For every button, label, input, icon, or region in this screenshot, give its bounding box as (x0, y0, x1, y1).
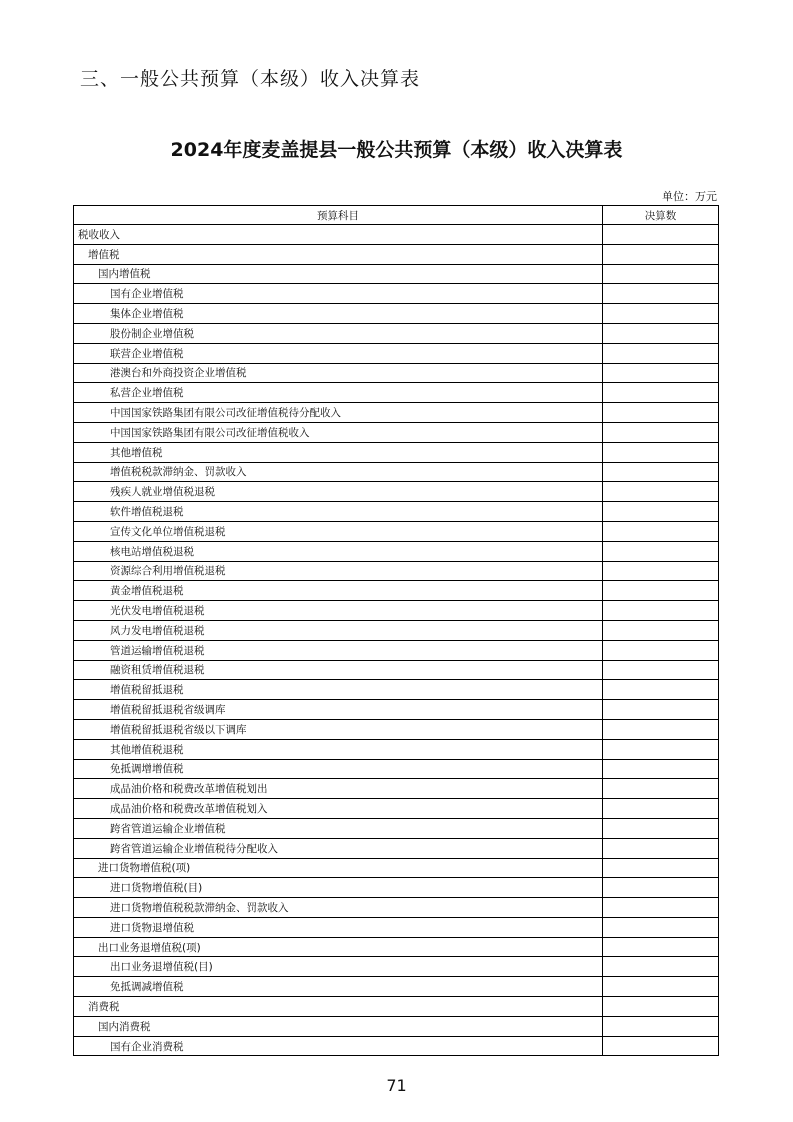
table-row (74, 957, 719, 977)
budget-subject-cell: 国内增值税 (74, 264, 603, 284)
budget-subject-cell: 中国国家铁路集团有限公司改征增值税收入 (74, 422, 603, 442)
final-amount-cell (603, 462, 719, 482)
budget-subject-cell: 增值税税款滞纳金、罚款收入 (74, 462, 603, 482)
final-amount-cell (603, 779, 719, 799)
table-row (74, 521, 719, 541)
document-title: 2024年度麦盖提县一般公共预算（本级）收入决算表 (170, 139, 623, 161)
final-amount-cell (603, 1016, 719, 1036)
table-row (74, 997, 719, 1017)
final-amount-cell (603, 323, 719, 343)
table-row (74, 917, 719, 937)
table-row (74, 1036, 719, 1056)
header-budget-subject: 预算科目 (74, 206, 603, 225)
budget-subject-cell: 其他增值税 (74, 442, 603, 462)
final-amount-cell (603, 878, 719, 898)
budget-subject-cell: 增值税 (74, 244, 603, 264)
final-amount-cell (603, 858, 719, 878)
final-amount-cell (603, 541, 719, 561)
final-amount-cell (603, 799, 719, 819)
table-header-row (74, 206, 719, 225)
table-body (74, 225, 719, 1056)
table-row (74, 225, 719, 245)
budget-subject-cell: 出口业务退增值税(项) (74, 937, 603, 957)
final-amount-cell (603, 977, 719, 997)
final-amount-cell (603, 700, 719, 720)
section-heading: 三、一般公共预算（本级）收入决算表 (80, 68, 421, 90)
budget-subject-cell: 残疾人就业增值税退税 (74, 482, 603, 502)
table-row (74, 601, 719, 621)
table-row (74, 403, 719, 423)
budget-subject-cell: 宣传文化单位增值税退税 (74, 521, 603, 541)
final-amount-cell (603, 284, 719, 304)
table-row (74, 700, 719, 720)
table-row (74, 462, 719, 482)
final-amount-cell (603, 383, 719, 403)
final-amount-cell (603, 640, 719, 660)
table-row (74, 977, 719, 997)
budget-subject-cell: 跨省管道运输企业增值税待分配收入 (74, 838, 603, 858)
final-amount-cell (603, 264, 719, 284)
table-row (74, 739, 719, 759)
final-amount-cell (603, 957, 719, 977)
final-amount-cell (603, 581, 719, 601)
final-amount-cell (603, 917, 719, 937)
budget-subject-cell: 融资租赁增值税退税 (74, 660, 603, 680)
budget-subject-cell: 管道运输增值税退税 (74, 640, 603, 660)
final-amount-cell (603, 1036, 719, 1056)
table-row (74, 482, 719, 502)
header-final-amount: 决算数 (603, 206, 719, 225)
final-amount-cell (603, 660, 719, 680)
budget-subject-cell: 成品油价格和税费改革增值税划出 (74, 779, 603, 799)
table-row (74, 759, 719, 779)
budget-subject-cell: 核电站增值税退税 (74, 541, 603, 561)
final-amount-cell (603, 502, 719, 522)
table-row (74, 620, 719, 640)
table-row (74, 284, 719, 304)
table-row (74, 244, 719, 264)
table-row (74, 581, 719, 601)
budget-subject-cell: 出口业务退增值税(目) (74, 957, 603, 977)
page-number: 71 (386, 1076, 407, 1095)
budget-subject-cell: 其他增值税退税 (74, 739, 603, 759)
budget-subject-cell: 风力发电增值税退税 (74, 620, 603, 640)
final-amount-cell (603, 759, 719, 779)
final-amount-cell (603, 719, 719, 739)
budget-subject-cell: 国内消费税 (74, 1016, 603, 1036)
final-amount-cell (603, 343, 719, 363)
budget-subject-cell: 税收收入 (74, 225, 603, 245)
table-row (74, 818, 719, 838)
final-amount-cell (603, 601, 719, 621)
budget-subject-cell: 私营企业增值税 (74, 383, 603, 403)
table-row (74, 799, 719, 819)
final-amount-cell (603, 403, 719, 423)
table-row (74, 660, 719, 680)
final-amount-cell (603, 739, 719, 759)
final-amount-cell (603, 521, 719, 541)
final-amount-cell (603, 680, 719, 700)
final-amount-cell (603, 244, 719, 264)
budget-subject-cell: 免抵调减增值税 (74, 977, 603, 997)
budget-subject-cell: 中国国家铁路集团有限公司改征增值税待分配收入 (74, 403, 603, 423)
final-amount-cell (603, 997, 719, 1017)
unit-label: 单位：万元 (662, 190, 717, 203)
budget-subject-cell: 增值税留抵退税省级调库 (74, 700, 603, 720)
budget-subject-cell: 软件增值税退税 (74, 502, 603, 522)
budget-subject-cell: 联营企业增值税 (74, 343, 603, 363)
budget-subject-cell: 增值税留抵退税省级以下调库 (74, 719, 603, 739)
budget-subject-cell: 黄金增值税退税 (74, 581, 603, 601)
table-row (74, 422, 719, 442)
final-amount-cell (603, 422, 719, 442)
table-row (74, 343, 719, 363)
budget-subject-cell: 光伏发电增值税退税 (74, 601, 603, 621)
budget-subject-cell: 港澳台和外商投资企业增值税 (74, 363, 603, 383)
budget-subject-cell: 国有企业消费税 (74, 1036, 603, 1056)
final-amount-cell (603, 363, 719, 383)
final-amount-cell (603, 304, 719, 324)
budget-subject-cell: 增值税留抵退税 (74, 680, 603, 700)
table-row (74, 838, 719, 858)
table-row (74, 937, 719, 957)
budget-subject-cell: 资源综合利用增值税退税 (74, 561, 603, 581)
table-row (74, 304, 719, 324)
table-row (74, 719, 719, 739)
budget-subject-cell: 进口货物退增值税 (74, 917, 603, 937)
table-row (74, 640, 719, 660)
table-row (74, 363, 719, 383)
table-row (74, 858, 719, 878)
table-row (74, 383, 719, 403)
final-amount-cell (603, 838, 719, 858)
table-row (74, 878, 719, 898)
final-amount-cell (603, 225, 719, 245)
final-amount-cell (603, 898, 719, 918)
final-amount-cell (603, 482, 719, 502)
budget-subject-cell: 集体企业增值税 (74, 304, 603, 324)
budget-subject-cell: 进口货物增值税(项) (74, 858, 603, 878)
table-row (74, 1016, 719, 1036)
final-amount-cell (603, 620, 719, 640)
final-amount-cell (603, 937, 719, 957)
table-row (74, 502, 719, 522)
budget-subject-cell: 进口货物增值税(目) (74, 878, 603, 898)
final-amount-cell (603, 818, 719, 838)
budget-subject-cell: 股份制企业增值税 (74, 323, 603, 343)
budget-table (73, 205, 719, 1056)
table-row (74, 779, 719, 799)
table-row (74, 442, 719, 462)
table-row (74, 680, 719, 700)
budget-subject-cell: 成品油价格和税费改革增值税划入 (74, 799, 603, 819)
table-row (74, 898, 719, 918)
table-row (74, 561, 719, 581)
table-row (74, 323, 719, 343)
final-amount-cell (603, 442, 719, 462)
budget-subject-cell: 国有企业增值税 (74, 284, 603, 304)
final-amount-cell (603, 561, 719, 581)
budget-subject-cell: 免抵调增增值税 (74, 759, 603, 779)
table-row (74, 541, 719, 561)
budget-subject-cell: 跨省管道运输企业增值税 (74, 818, 603, 838)
budget-subject-cell: 进口货物增值税税款滞纳金、罚款收入 (74, 898, 603, 918)
table-row (74, 264, 719, 284)
budget-subject-cell: 消费税 (74, 997, 603, 1017)
